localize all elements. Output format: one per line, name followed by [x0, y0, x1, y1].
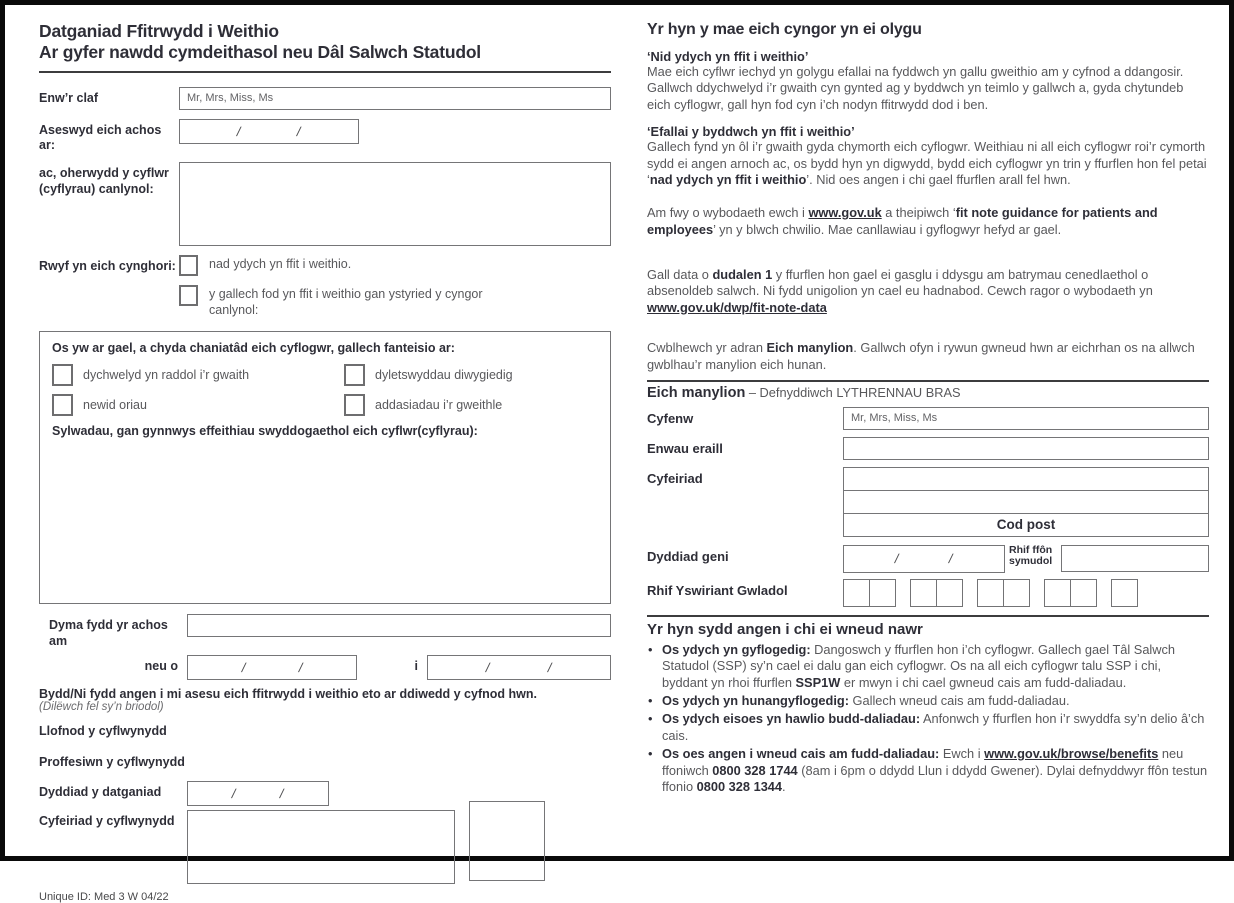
statement-date-label: Dyddiad y datganiad [39, 781, 187, 801]
address-line2-input[interactable] [843, 490, 1209, 514]
surname-value: Mr, Mrs, Miss, Ms [851, 412, 937, 424]
date-slash: / [231, 786, 238, 801]
from-date-input[interactable] [187, 655, 357, 680]
govuk-link[interactable]: www.gov.uk [808, 205, 881, 220]
ni-group [843, 579, 896, 607]
or-from-label: neu o [39, 655, 187, 675]
assessed-date-input[interactable] [179, 119, 359, 144]
workplace-adaptations-checkbox[interactable] [344, 394, 365, 416]
ni-group [1044, 579, 1097, 607]
unique-id-text: Unique ID: Med 3 W 04/22 [39, 891, 611, 903]
advice-options [179, 255, 611, 327]
ni-cell-input[interactable] [936, 579, 963, 607]
statement-form-column [39, 21, 611, 903]
mobile-number-input[interactable] [1061, 545, 1209, 572]
date-slash: / [948, 551, 955, 566]
ni-cell-input[interactable] [1003, 579, 1030, 607]
condition-textarea[interactable] [179, 162, 611, 246]
ni-cell-input[interactable] [869, 579, 896, 607]
patient-name-label: Enw’r claf [39, 87, 179, 107]
not-fit-checkbox[interactable] [179, 255, 198, 276]
todo-list [647, 642, 1209, 795]
workplace-adaptations-label: addasiadau i’r gweithle [375, 396, 502, 414]
issuer-address-textarea[interactable] [187, 810, 455, 884]
delete-as-appropriate-note: (Dilëwch fel sy’n briodol) [39, 701, 611, 713]
case-for-input[interactable] [187, 614, 611, 637]
browse-benefits-link[interactable]: www.gov.uk/browse/benefits [984, 746, 1158, 761]
date-slash: / [240, 660, 247, 675]
date-slash: / [297, 660, 304, 675]
todo-item-self-employed: • Os ydych yn hunangyflogedig: Gallech wneud cais am fudd-daliadau. [647, 693, 1209, 709]
issuer-address-label: Cyfeiriad y cyflwynydd [39, 810, 187, 830]
profession-label: Proffesiwn y cyflwynydd [39, 755, 611, 769]
to-date-input[interactable] [427, 655, 611, 680]
title-divider [39, 71, 611, 73]
patient-name-value: Mr, Mrs, Miss, Ms [187, 92, 273, 104]
form-title [39, 21, 611, 64]
not-fit-subheading: ‘Nid ydych yn ffit i weithio’ [647, 49, 1209, 64]
stamp-box [469, 801, 545, 881]
data-collection-paragraph: Gall data o dudalen 1 y ffurflen hon gael ei gasglu i ddysgu am batrymau cenedlaethol o absenoldeb salwch. Ni fydd unigolion yn cael eu hadnabod. Cewch ragor o wybodaeth yn www.gov.uk/dwp/fit-note-data [647, 267, 1209, 316]
employer-options-heading: Os yw ar gael, a chyda chaniatâd eich cyflogwr, gallech fanteisio ar: [52, 341, 598, 355]
ni-number-inputs [843, 579, 1138, 607]
todo-item-already-claiming: • Os ydych eisoes yn hawlio budd-daliadau: Anfonwch y ffurflen hon i’r swyddfa sy’n delio â’ch cais. [647, 711, 1209, 744]
mobile-number-label: Rhif ffôn symudol [1009, 545, 1061, 568]
ni-group [1111, 579, 1138, 607]
phased-return-checkbox[interactable] [52, 364, 73, 386]
date-slash: / [485, 660, 492, 675]
address-inputs [843, 467, 1209, 537]
address-line1-input[interactable] [843, 467, 1209, 491]
dob-label: Dyddiad geni [647, 545, 843, 564]
to-label: i [357, 655, 427, 675]
date-slash: / [547, 660, 554, 675]
case-for-label: Dyma fydd yr achos am [39, 614, 187, 649]
phased-return-label: dychwelyd yn raddol i’r gwaith [83, 366, 249, 384]
may-be-fit-option-label: y gallech fod yn ffit i weithio gan ystyried y cyngor canlynol: [209, 285, 499, 318]
date-slash: / [296, 124, 303, 139]
fit-note-data-link[interactable]: www.gov.uk/dwp/fit-note-data [647, 300, 827, 315]
ni-group [910, 579, 963, 607]
more-info-paragraph: Am fwy o wybodaeth ewch i www.gov.uk a theipiwch ‘fit note guidance for patients and employees’ yn y blwch chwilio. Mae canllawiau i gyflogwyr hefyd ar gael. [647, 205, 1209, 238]
complete-section-paragraph: Cwblhewch yr adran Eich manylion. Gallwch ofyn i rywun gwneud hwn ar eichrhan os na allwch gwblhau’r manylion eich hunan. [647, 340, 1209, 373]
employer-options-box [39, 331, 611, 604]
advice-label: Rwyf yn eich cynghori: [39, 255, 179, 275]
not-fit-paragraph: Mae eich cyflwr iechyd yn golygu efallai na fyddwch yn gallu gweithio am y cyfnod a ddangosir. Gallwch ddychwelyd i’r gwaith cyn gynted ag y byddwch yn teimlo y gallwch a, gyda chytundeb eich cyflogwr, gall hyn fod cyn i’ch nodyn ffitrwydd dod i ben. [647, 64, 1209, 113]
other-names-input[interactable] [843, 437, 1209, 460]
ni-cell-input[interactable] [977, 579, 1004, 607]
guidance-column [647, 21, 1209, 903]
advice-option-row [179, 255, 611, 276]
ni-group [977, 579, 1030, 607]
other-names-label: Enwau eraill [647, 437, 843, 456]
advice-option-row [179, 285, 611, 318]
option-item [344, 394, 598, 416]
altered-hours-label: newid oriau [83, 396, 147, 414]
surname-input[interactable] [843, 407, 1209, 430]
date-slash: / [235, 124, 242, 139]
form-title-line2: Ar gyfer nawdd cymdeithasol neu Dâl Salwch Statudol [39, 42, 611, 63]
postcode-label: Cod post [997, 517, 1056, 532]
date-slash: / [893, 551, 900, 566]
ni-number-label: Rhif Yswiriant Gwladol [647, 579, 843, 598]
postcode-row[interactable] [843, 513, 1209, 537]
may-fit-paragraph: Gallech fynd yn ôl i’r gwaith gyda chymorth eich cyflogwr. Weithiau ni all eich cyflogwr roi’r cymorth sydd ei angen arnoch ac, os bydd hyn yn digwydd, bydd eich cyflogwr yn trin y ffurflen hon fel petai ‘nad ydych yn ffit i weithio’. Nid oes angen i chi gael ffurflen arall fel hwn. [647, 139, 1209, 188]
ni-cell-input[interactable] [1070, 579, 1097, 607]
form-title-line1: Datganiad Ffitrwydd i Weithio [39, 21, 611, 42]
amended-duties-label: dyletswyddau diwygiedig [375, 366, 513, 384]
comments-area[interactable] [52, 438, 598, 598]
address-label: Cyfeiriad [647, 467, 843, 486]
todo-item-claim-benefits: • Os oes angen i wneud cais am fudd-daliadau: Ewch i www.gov.uk/browse/benefits neu ffoniwch 0800 328 1744 (8am i 6pm o ddydd Llun i ddydd Gwener). Dylai defnyddwyr ffôn testun ffonio 0800 328 1344. [647, 746, 1209, 795]
ni-cell-input[interactable] [1111, 579, 1138, 607]
statement-date-input[interactable] [187, 781, 329, 806]
not-fit-option-label: nad ydych yn ffit i weithio. [209, 255, 509, 273]
patient-name-input[interactable] [179, 87, 611, 110]
amended-duties-checkbox[interactable] [344, 364, 365, 386]
todo-heading: Yr hyn sydd angen i chi ei wneud nawr [647, 621, 1209, 638]
may-be-fit-checkbox[interactable] [179, 285, 198, 306]
reassess-statement: Bydd/Ni fydd angen i mi asesu eich ffitrwydd i weithio eto ar ddiwedd y cyfnod hwn. [39, 687, 611, 701]
signature-label: Llofnod y cyflwynydd [39, 724, 611, 738]
todo-top-divider [647, 615, 1209, 617]
option-item [52, 394, 344, 416]
details-heading: Eich manylion – Defnyddiwch LYTHRENNAU BRAS [647, 385, 1209, 401]
surname-label: Cyfenw [647, 407, 843, 426]
may-fit-subheading: ‘Efallai y byddwch yn ffit i weithio’ [647, 124, 1209, 139]
details-top-divider [647, 380, 1209, 382]
employer-options-grid [52, 364, 598, 416]
date-slash: / [279, 786, 286, 801]
altered-hours-checkbox[interactable] [52, 394, 73, 416]
todo-item-employed: • Os ydych yn gyflogedig: Dangoswch y ffurflen hon i’ch cyflogwr. Gallech gael Tâl Salwch Statudol (SSP) sy’n cael ei dalu gan eich cyflogwr. Os na all eich cyflogwr talu SSP i chi, byddant yn rhoi ffurflen SSP1W er mwyn i chi cael gwneud cais am fudd-daliadau. [647, 642, 1209, 691]
guidance-heading: Yr hyn y mae eich cyngor yn ei olygu [647, 21, 1209, 39]
condition-label: ac, oherwydd y cyflwr (cyflyrau) canlynol: [39, 162, 179, 197]
assessed-date-label: Aseswyd eich achos ar: [39, 119, 179, 154]
option-item [344, 364, 598, 386]
ni-cell-input[interactable] [843, 579, 870, 607]
ni-cell-input[interactable] [910, 579, 937, 607]
ni-cell-input[interactable] [1044, 579, 1071, 607]
comments-label: Sylwadau, gan gynnwys effeithiau swyddogaethol eich cyflwr(cyflyrau): [52, 424, 598, 438]
option-item [52, 364, 344, 386]
dob-input[interactable] [843, 545, 1005, 573]
